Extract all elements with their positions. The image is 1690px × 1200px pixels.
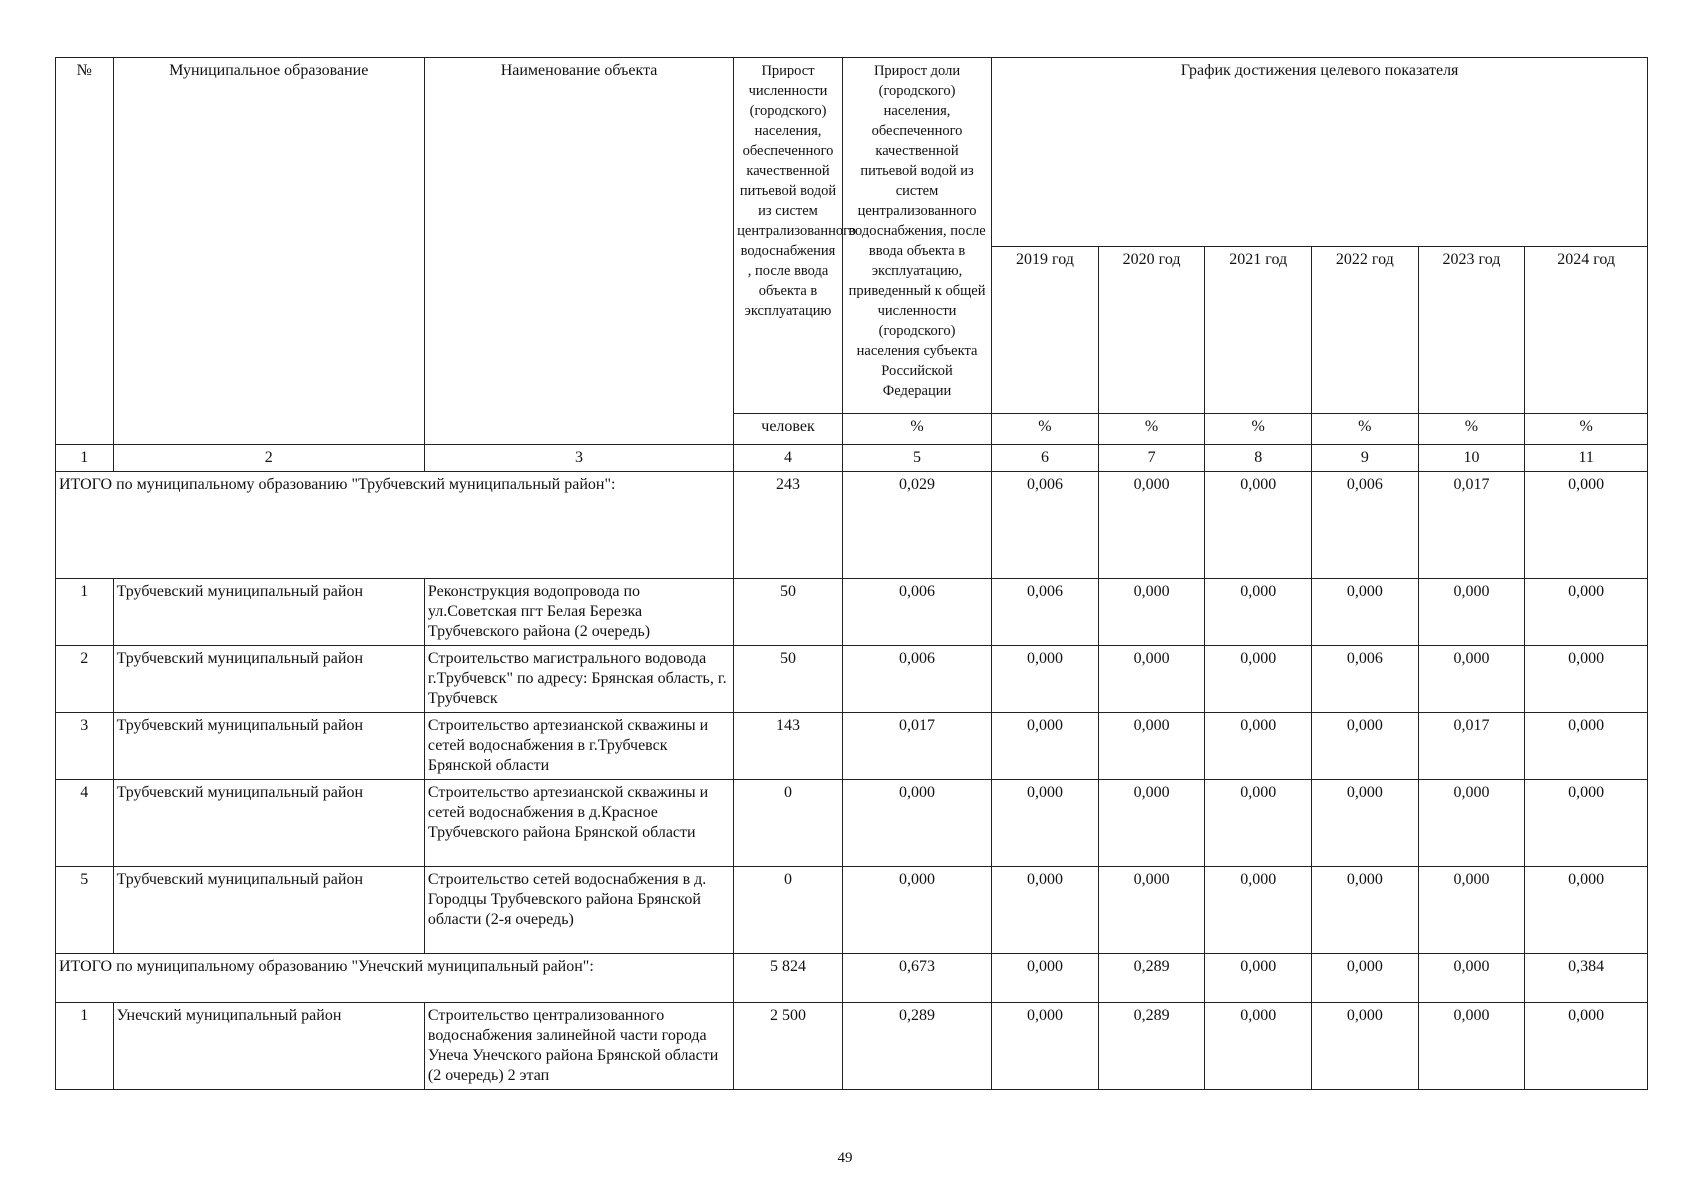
row-value: 0,000 [1418, 780, 1525, 867]
row-value: 0,000 [1525, 1003, 1648, 1090]
col-number: 6 [992, 445, 1099, 472]
col-number: 5 [842, 445, 991, 472]
row-number: 3 [56, 713, 114, 780]
row-value: 0 [734, 867, 843, 954]
row-value: 0,000 [1418, 646, 1525, 713]
row-value: 0,000 [992, 867, 1099, 954]
row-value: 0,000 [1205, 1003, 1312, 1090]
row-value: 0,000 [1312, 780, 1419, 867]
total-people: 5 824 [734, 954, 843, 1003]
table-row [56, 646, 1648, 713]
row-value: 50 [734, 646, 843, 713]
row-municipality: Трубчевский муниципальный район [113, 646, 424, 713]
year-2019: 2019 год [992, 247, 1099, 414]
row-object: Строительство артезианской скважины и сетей водоснабжения в г.Трубчевск Брянской области [424, 713, 733, 780]
unit-percent: % [1525, 414, 1648, 445]
row-value: 0,000 [1525, 713, 1648, 780]
total-2020: 0,289 [1098, 954, 1205, 1003]
header-growth-people: Прирост численности (городского) населения, обеспеченного качественной питьевой водой из систем централизованного водоснабжения , после ввода объекта в эксплуатацию [734, 58, 843, 414]
row-number: 1 [56, 1003, 114, 1090]
row-object: Строительство централизованного водоснабжения залинейной части города Унеча Унечского района Брянской области (2 очередь) 2 этап [424, 1003, 733, 1090]
row-value: 0,000 [1525, 579, 1648, 646]
row-value: 0,000 [842, 780, 991, 867]
total-people: 243 [734, 472, 843, 579]
total-2021: 0,000 [1205, 472, 1312, 579]
row-value: 0,289 [1098, 1003, 1205, 1090]
unit-percent: % [842, 414, 991, 445]
col-number: 1 [56, 445, 114, 472]
row-value: 0,000 [1418, 867, 1525, 954]
total-2024: 0,384 [1525, 954, 1648, 1003]
page-number: 49 [837, 1150, 853, 1166]
row-municipality: Трубчевский муниципальный район [113, 579, 424, 646]
total-share: 0,673 [842, 954, 991, 1003]
table-row [56, 1003, 1648, 1090]
row-number: 5 [56, 867, 114, 954]
table-row [56, 867, 1648, 954]
table-row [56, 713, 1648, 780]
total-2024: 0,000 [1525, 472, 1648, 579]
row-value: 0,000 [1312, 867, 1419, 954]
indicator-table [55, 57, 1648, 1090]
row-municipality: Унечский муниципальный район [113, 1003, 424, 1090]
total-2019: 0,000 [992, 954, 1099, 1003]
row-value: 0,006 [842, 579, 991, 646]
row-object: Реконструкция водопровода по ул.Советская пгт Белая Березка Трубчевского района (2 очередь) [424, 579, 733, 646]
total-2019: 0,006 [992, 472, 1099, 579]
row-object: Строительство сетей водоснабжения в д. Городцы Трубчевского района Брянской области (2-я очередь) [424, 867, 733, 954]
row-value: 2 500 [734, 1003, 843, 1090]
row-value: 0,017 [1418, 713, 1525, 780]
row-value: 50 [734, 579, 843, 646]
row-municipality: Трубчевский муниципальный район [113, 867, 424, 954]
row-value: 0,006 [992, 579, 1099, 646]
year-2024: 2024 год [1525, 247, 1648, 414]
section-total-label: ИТОГО по муниципальному образованию "Трубчевский муниципальный район": [56, 472, 734, 579]
row-value: 0,000 [1312, 1003, 1419, 1090]
section-total-label: ИТОГО по муниципальному образованию "Унечский муниципальный район": [56, 954, 734, 1003]
unit-people: человек [734, 414, 843, 445]
total-2022: 0,000 [1312, 954, 1419, 1003]
total-2020: 0,000 [1098, 472, 1205, 579]
total-2022: 0,006 [1312, 472, 1419, 579]
row-value: 0,000 [1205, 867, 1312, 954]
row-value: 0,000 [1098, 579, 1205, 646]
year-2021: 2021 год [1205, 247, 1312, 414]
section-total-row [56, 472, 1648, 579]
row-value: 0,000 [1098, 867, 1205, 954]
header-schedule: График достижения целевого показателя [992, 58, 1648, 247]
row-value: 0,000 [1205, 780, 1312, 867]
row-municipality: Трубчевский муниципальный район [113, 780, 424, 867]
col-number: 4 [734, 445, 843, 472]
row-value: 0,000 [992, 780, 1099, 867]
col-number: 8 [1205, 445, 1312, 472]
row-value: 0,000 [1525, 646, 1648, 713]
table-row [56, 780, 1648, 867]
total-share: 0,029 [842, 472, 991, 579]
unit-percent: % [1098, 414, 1205, 445]
unit-percent: % [992, 414, 1099, 445]
row-value: 0,017 [842, 713, 991, 780]
unit-percent: % [1205, 414, 1312, 445]
col-number: 9 [1312, 445, 1419, 472]
col-number: 2 [113, 445, 424, 472]
year-2020: 2020 год [1098, 247, 1205, 414]
column-numbers-row [56, 445, 1648, 472]
row-value: 0,000 [1098, 780, 1205, 867]
row-value: 0,006 [842, 646, 991, 713]
row-value: 0,000 [1098, 646, 1205, 713]
row-value: 0,000 [1312, 713, 1419, 780]
total-2023: 0,017 [1418, 472, 1525, 579]
table-row [56, 579, 1648, 646]
row-value: 0,000 [842, 867, 991, 954]
col-number: 10 [1418, 445, 1525, 472]
row-value: 0,000 [1205, 579, 1312, 646]
row-value: 0,289 [842, 1003, 991, 1090]
row-value: 0,000 [1098, 713, 1205, 780]
col-number: 11 [1525, 445, 1648, 472]
row-object: Строительство магистрального водовода г.Трубчевск" по адресу: Брянская область, г. Трубчевск [424, 646, 733, 713]
row-value: 0,000 [1418, 579, 1525, 646]
row-value: 0,000 [992, 1003, 1099, 1090]
row-number: 2 [56, 646, 114, 713]
row-value: 0,000 [1418, 1003, 1525, 1090]
total-2021: 0,000 [1205, 954, 1312, 1003]
header-municipality: Муниципальное образование [113, 58, 424, 445]
row-value: 0,000 [1525, 780, 1648, 867]
header-object-name: Наименование объекта [424, 58, 733, 445]
header-row [56, 58, 1648, 247]
row-value: 0,006 [1312, 646, 1419, 713]
row-number: 1 [56, 579, 114, 646]
year-2023: 2023 год [1418, 247, 1525, 414]
row-value: 0,000 [992, 713, 1099, 780]
col-number: 3 [424, 445, 733, 472]
header-num: № [56, 58, 114, 445]
row-municipality: Трубчевский муниципальный район [113, 713, 424, 780]
row-value: 0 [734, 780, 843, 867]
row-value: 0,000 [992, 646, 1099, 713]
section-total-row [56, 954, 1648, 1003]
year-2022: 2022 год [1312, 247, 1419, 414]
row-value: 0,000 [1525, 867, 1648, 954]
col-number: 7 [1098, 445, 1205, 472]
header-growth-share: Прирост доли (городского) населения, обеспеченного качественной питьевой водой из систем централизованного водоснабжения, после ввода объекта в эксплуатацию, приведенный к общей численности (городского) населения субъекта Российской Федерации [842, 58, 991, 414]
row-value: 0,000 [1205, 646, 1312, 713]
unit-percent: % [1418, 414, 1525, 445]
row-number: 4 [56, 780, 114, 867]
row-object: Строительство артезианской скважины и сетей водоснабжения в д.Красное Трубчевского района Брянской области [424, 780, 733, 867]
total-2023: 0,000 [1418, 954, 1525, 1003]
row-value: 0,000 [1312, 579, 1419, 646]
unit-percent: % [1312, 414, 1419, 445]
row-value: 0,000 [1205, 713, 1312, 780]
row-value: 143 [734, 713, 843, 780]
